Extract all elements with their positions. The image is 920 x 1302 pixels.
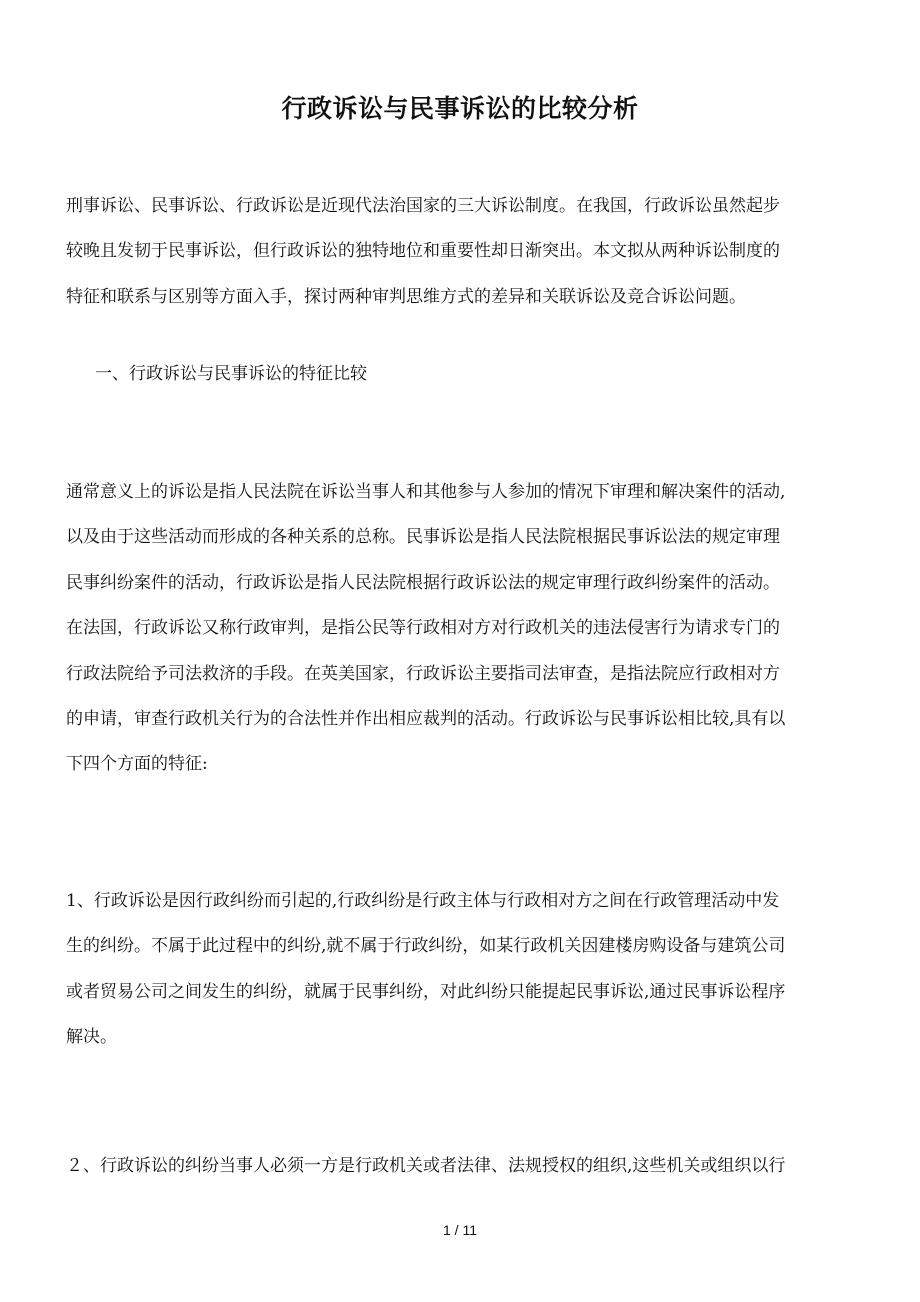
text-line: 1、行政诉讼是因行政纠纷而引起的,行政纠纷是行政主体与行政相对方之间在行政管理活动中发 — [66, 891, 780, 911]
text-line: 以及由于这些活动而形成的各种关系的总称。民事诉讼是指人民法院根据民事诉讼法的规定审理 — [66, 527, 780, 548]
text-line: 在法国，行政诉讼又称行政审判，是指公民等行政相对方对行政机关的违法侵害行为请求专门的 — [66, 618, 780, 639]
paragraph-definition — [66, 470, 856, 788]
text-line: 下四个方面的特征: — [66, 754, 208, 775]
paragraph-intro — [66, 184, 856, 320]
text-line: 生的纠纷。不属于此过程中的纠纷,就不属于行政纠纷，如某行政机关因建楼房购设备与建筑公司 — [66, 936, 786, 957]
text-line: 特征和联系与区别等方面入手，探讨两种审判思维方式的差异和关联诉讼及竞合诉讼问题。 — [66, 286, 746, 307]
text-line: 通常意义上的诉讼是指人民法院在诉讼当事人和其他参与人参加的情况下审理和解决案件的活动, — [66, 482, 786, 502]
text-line: 刑事诉讼、民事诉讼、行政诉讼是近现代法治国家的三大诉讼制度。在我国，行政诉讼虽然起步 — [66, 196, 780, 216]
text-line: 解决。 — [66, 1027, 117, 1048]
text-line: 或者贸易公司之间发生的纠纷，就属于民事纠纷，对此纠纷只能提起民事诉讼,通过民事诉讼程序 — [66, 981, 786, 1002]
text-line: 民事纠纷案件的活动，行政诉讼是指人民法院根据行政诉讼法的规定审理行政纠纷案件的活动。 — [66, 572, 780, 593]
text-line: 的申请，审查行政机关行为的合法性并作出相应裁判的活动。行政诉讼与民事诉讼相比较,具有以 — [66, 709, 786, 730]
text-line: 较晚且发韧于民事诉讼，但行政诉讼的独特地位和重要性却日渐突出。本文拟从两种诉讼制度的 — [66, 241, 780, 262]
text-line: ２、行政诉讼的纠纷当事人必须一方是行政机关或者法律、法规授权的组织,这些机关或组织以行 — [66, 1156, 786, 1176]
paragraph-point-2 — [66, 1144, 856, 1189]
document-title: 行政诉讼与民事诉讼的比较分析 — [281, 93, 639, 123]
section-heading — [95, 352, 885, 397]
page-indicator: 1 / 11 — [443, 1222, 477, 1238]
text-line: 行政法院给予司法救济的手段。在英美国家，行政诉讼主要指司法审查，是指法院应行政相对方 — [66, 663, 780, 684]
section-heading-text: 一、行政诉讼与民事诉讼的特征比较 — [95, 364, 367, 384]
paragraph-point-1 — [66, 879, 856, 1061]
